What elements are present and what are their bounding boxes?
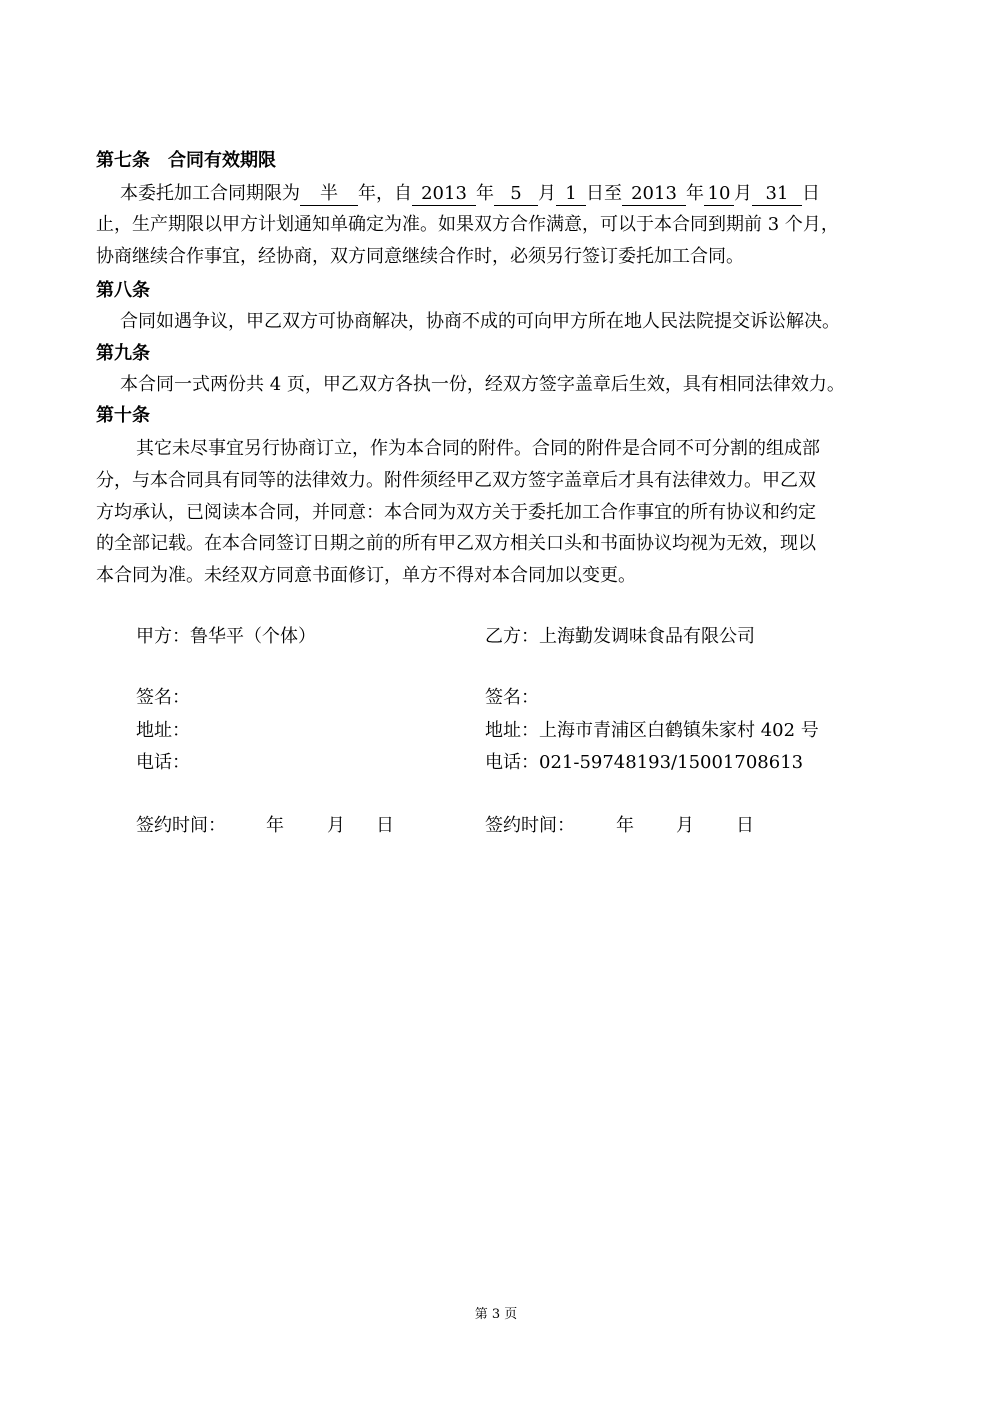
term-prefix: 本委托加工合同期限为	[120, 183, 300, 204]
article10-line3: 方均承认，已阅读本合同，并同意：本合同为双方关于委托加工合作事宜的所有协议和约定	[96, 502, 816, 523]
party-a-date-month: 月	[327, 815, 345, 836]
text-day-to: 日至	[586, 183, 622, 204]
party-b-address: 地址：上海市青浦区白鹤镇朱家村 402 号	[485, 720, 819, 741]
party-a-phone: 电话：	[136, 752, 190, 773]
article9-heading: 第九条	[96, 343, 150, 364]
article10-line2: 分，与本合同具有同等的法律效力。附件须经甲乙双方签字盖章后才具有法律效力。甲乙双	[96, 470, 816, 491]
party-b-name: 乙方：上海勤发调味食品有限公司	[485, 626, 755, 647]
end-day: 31	[752, 183, 802, 206]
article10-line1: 其它未尽事宜另行协商订立，作为本合同的附件。合同的附件是合同不可分割的组成部	[136, 438, 820, 459]
party-b-date-month: 月	[676, 815, 694, 836]
party-b-date-year: 年	[616, 815, 634, 836]
start-month: 5	[494, 183, 538, 206]
party-b-date-label: 签约时间：	[485, 815, 575, 836]
text-year: 年	[476, 183, 494, 204]
article9-text: 本合同一式两份共 4 页，甲乙双方各执一份，经双方签字盖章后生效，具有相同法律效力。	[120, 374, 845, 395]
start-year: 2013	[412, 183, 476, 206]
party-b-phone: 电话：021-59748193/15001708613	[485, 752, 804, 773]
page-number: 第 3 页	[474, 1307, 518, 1322]
article10-heading: 第十条	[96, 405, 150, 426]
article10-line4: 的全部记载。在本合同签订日期之前的所有甲乙双方相关口头和书面协议均视为无效，现以	[96, 533, 816, 554]
party-a-address: 地址：	[136, 720, 190, 741]
text-month: 月	[538, 183, 556, 204]
party-a-date-day: 日	[376, 815, 394, 836]
party-b-date-day: 日	[736, 815, 754, 836]
text-day-2: 日	[802, 183, 820, 204]
text-year-2: 年	[686, 183, 704, 204]
end-year: 2013	[622, 183, 686, 206]
article7-line3: 协商继续合作事宜，经协商，双方同意继续合作时，必须另行签订委托加工合同。	[96, 246, 744, 267]
article7-line2: 止，生产期限以甲方计划通知单确定为准。如果双方合作满意，可以于本合同到期前 3 个月，	[96, 214, 839, 235]
party-a-sign: 签名：	[136, 687, 190, 708]
party-a-date-label: 签约时间：	[136, 815, 226, 836]
party-a-name: 甲方：鲁华平（个体）	[136, 626, 316, 647]
article8-heading: 第八条	[96, 280, 150, 301]
article10-line5: 本合同为准。未经双方同意书面修订，单方不得对本合同加以变更。	[96, 565, 636, 586]
text-month-2: 月	[734, 183, 752, 204]
start-day: 1	[556, 183, 586, 206]
term-value: 半	[300, 183, 358, 206]
article8-text: 合同如遇争议，甲乙双方可协商解决，协商不成的可向甲方所在地人民法院提交诉讼解决。	[120, 311, 840, 332]
party-a-date-year: 年	[266, 815, 284, 836]
end-month: 10	[704, 183, 734, 206]
article7-heading: 第七条 合同有效期限	[96, 150, 276, 171]
party-b-sign: 签名：	[485, 687, 539, 708]
text-year-from: 年，自	[358, 183, 412, 204]
article7-line1	[120, 182, 820, 206]
